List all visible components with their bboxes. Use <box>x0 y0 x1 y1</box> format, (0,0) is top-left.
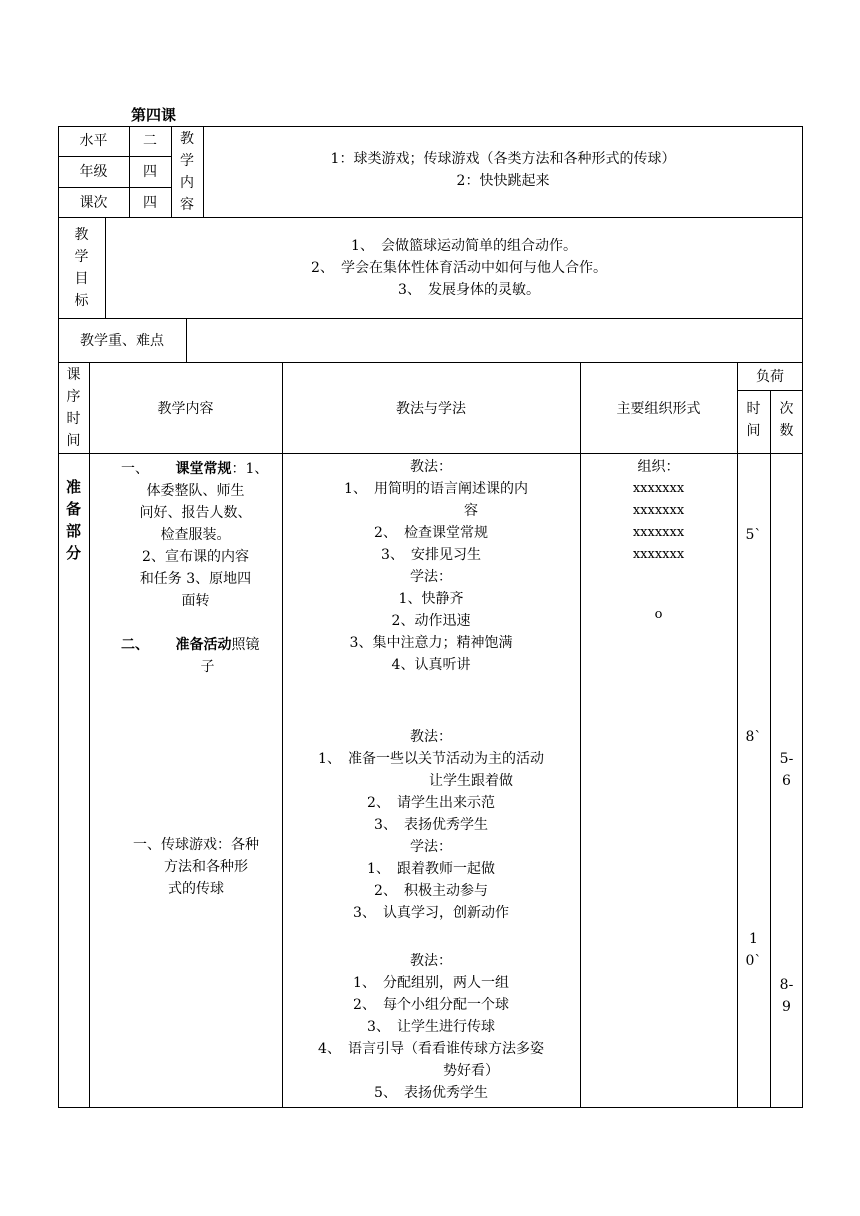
organization-block: 组织： xxxxxxx xxxxxxx xxxxxxx xxxxxxx o <box>632 459 685 622</box>
objectives-label: 教 学 目 标 <box>74 227 89 309</box>
time-value-3: 1 0` <box>745 931 762 969</box>
col-organization: 主要组织形式 <box>616 401 701 417</box>
grade-label: 年级 <box>79 164 108 180</box>
col-time: 时 间 <box>746 401 761 439</box>
level-value: 二 <box>143 133 157 149</box>
content-part1: 一、 课堂常规：1、 体委整队、师生 问好、报告人数、 检查服装。 2、宣布课的内容 和任务 3、原地四 面转 <box>121 461 269 609</box>
session-value: 四 <box>143 195 157 211</box>
session-label: 课次 <box>79 195 108 211</box>
method-block-3: 教法： 1、 分配组别，两人一组 2、 每个小组分配一个球 3、 让学生进行传球 4、 语言引导（看看谁传球方法多姿 势好看） 5、 表扬优秀学生 <box>318 953 544 1101</box>
objectives-items: 1、 会做篮球运动简单的组合动作。 2、 学会在集体性体育活动中如何与他人合作。 3、 发展身体的灵敏。 <box>311 238 607 298</box>
lesson-title: 第四课 <box>131 106 177 124</box>
section-name: 准 备 部 分 <box>65 478 81 562</box>
content-part2: 二、 准备活动照镜 子 <box>121 637 260 675</box>
col-period: 课 序 时 间 <box>66 367 81 449</box>
grade-value: 四 <box>143 164 157 180</box>
col-load: 负荷 <box>756 369 784 385</box>
level-label: 水平 <box>79 133 108 149</box>
col-count: 次 数 <box>779 401 794 439</box>
method-block-1: 教法： 1、 用简明的语言阐述课的内 容 2、 检查课堂常规 3、 安排见习生 学法： 1、快静齐 2、动作迅速 3、集中注意力；精神饱满 4、认真听讲 <box>344 459 528 673</box>
content-label: 教 学 内 容 <box>180 131 194 213</box>
content-part3: 一、传球游戏：各种 方法和各种形 式的传球 <box>133 837 259 897</box>
count-value-2: 8- 9 <box>779 977 794 1015</box>
col-method: 教法与学法 <box>396 401 466 417</box>
key-points-label: 教学重、难点 <box>80 333 164 349</box>
lesson-content: 1：球类游戏；传球游戏（各类方法和各种形式的传球） 2：快快跳起来 <box>330 151 676 189</box>
method-block-2: 教法： 1、 准备一些以关节活动为主的活动 让学生跟着做 2、 请学生出来示范 3、 表扬优秀学生 学法： 1、 跟着教师一起做 2、 积极主动参与 3、 认真学习，创新动作 <box>318 729 544 921</box>
count-value-1: 5- 6 <box>779 751 794 789</box>
time-value-1: 5` <box>745 527 762 543</box>
time-value-2: 8` <box>745 729 762 745</box>
col-content: 教学内容 <box>157 401 214 417</box>
